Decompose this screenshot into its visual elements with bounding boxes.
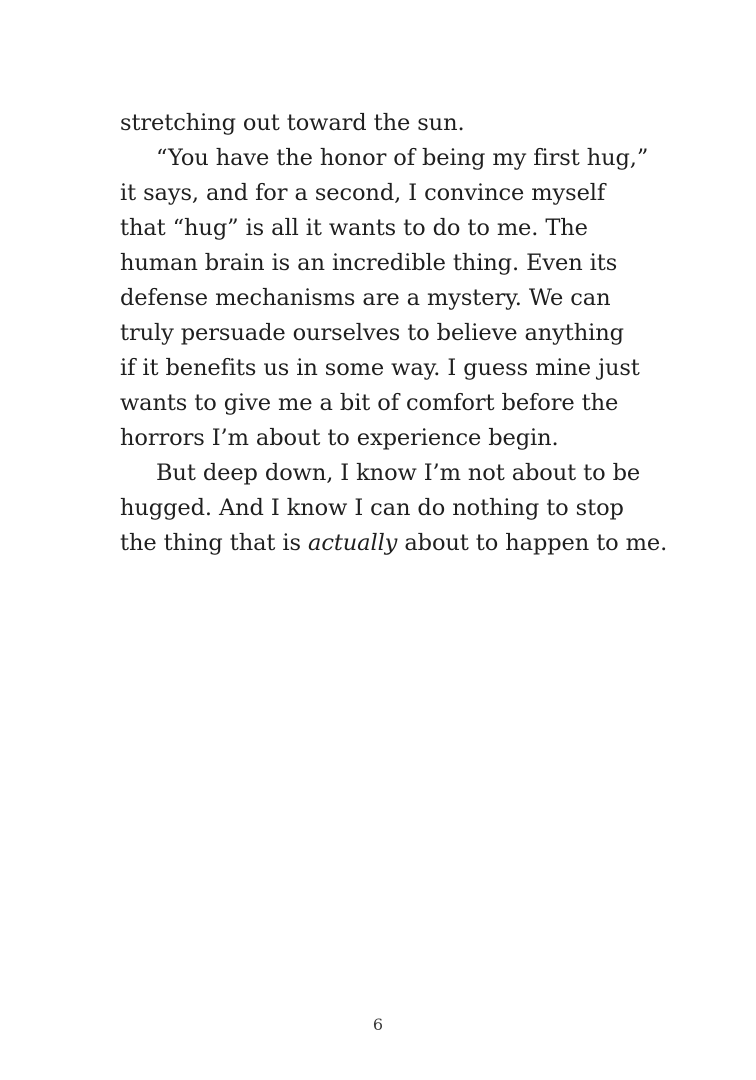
text-line: that “hug” is all it wants to do to me. The xyxy=(120,215,588,241)
text-line: it says, and for a second, I convince myself xyxy=(120,180,606,206)
page-number: 6 xyxy=(372,1015,384,1034)
text-line: if it benefits us in some way. I guess mine just xyxy=(120,355,640,381)
text-line-paragraph-start: But deep down, I know I’m not about to be xyxy=(156,460,641,486)
text-line: stretching out toward the sun. xyxy=(120,110,465,136)
body-text xyxy=(120,106,668,561)
text-segment: about to happen to me. xyxy=(397,530,668,556)
text-line: human brain is an incredible thing. Even its xyxy=(120,250,618,276)
text-segment: the thing that is xyxy=(120,530,309,556)
text-line: horrors I’m about to experience begin. xyxy=(120,425,559,451)
text-line: wants to give me a bit of comfort before the xyxy=(120,390,619,416)
emphasized-word: actually xyxy=(308,530,398,556)
text-line-last xyxy=(120,526,668,561)
text-line: defense mechanisms are a mystery. We can xyxy=(120,285,611,311)
text-line: hugged. And I know I can do nothing to stop xyxy=(120,495,624,521)
text-line-paragraph-start: “You have the honor of being my first hug,” xyxy=(156,145,649,171)
text-line: truly persuade ourselves to believe anything xyxy=(120,320,624,346)
